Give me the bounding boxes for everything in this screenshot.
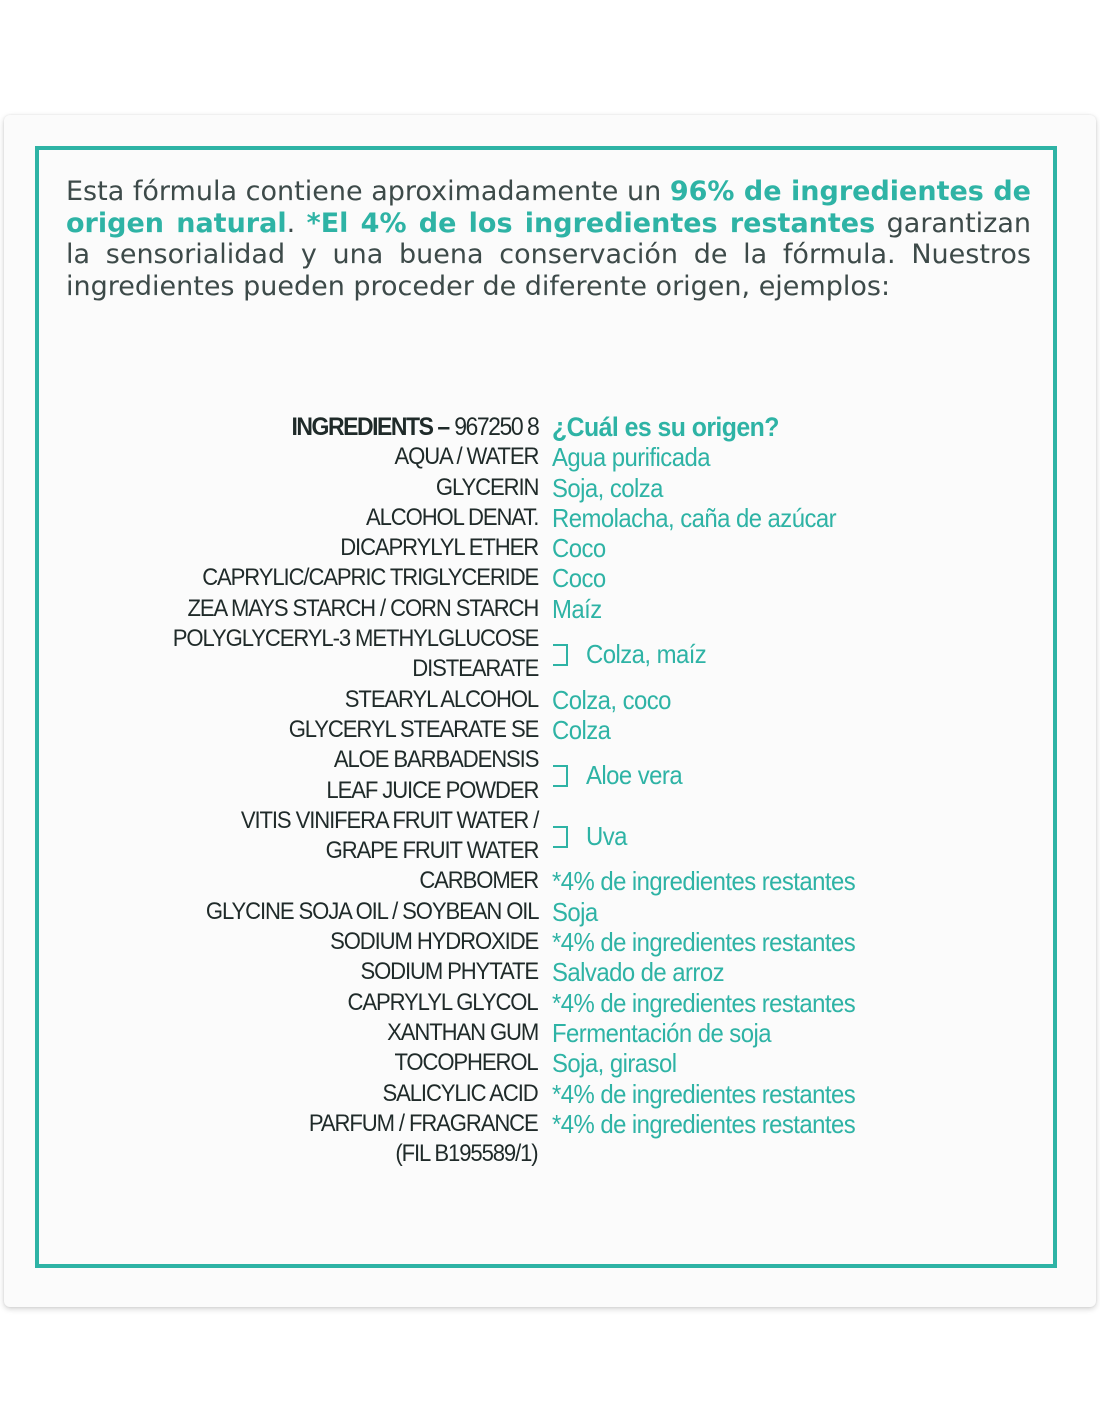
ingredient-origin: Soja [552, 896, 598, 927]
table-row [0, 624, 1100, 685]
intro-highlight-remaining: *El 4% de los ingredientes restantes [306, 207, 876, 239]
ingredient-name [326, 745, 538, 806]
ingredient-name: SALICYLIC ACID [382, 1079, 538, 1107]
ingredient-name: PARFUM / FRAGRANCE [309, 1109, 538, 1137]
ingredient-origin: *4% de ingredientes restantes [552, 1108, 856, 1139]
bracket-icon [553, 826, 568, 848]
formula-code: (FIL B195589/1) [395, 1140, 538, 1168]
ingredient-origin: *4% de ingredientes restantes [552, 927, 856, 958]
ingredient-name: CAPRYLYL GLYCOL [347, 988, 538, 1016]
ingredient-origin: Soja, girasol [552, 1048, 677, 1079]
bracket-icon [553, 644, 568, 666]
header-origin: ¿Cuál es su origen? [552, 412, 779, 442]
ingredient-origin: Colza, maíz [586, 639, 707, 670]
ingredient-name: GLYCINE SOJA OIL / SOYBEAN OIL [205, 897, 538, 925]
header-code: 967250 8 [453, 413, 538, 441]
ingredient-origin: Coco [552, 533, 606, 564]
intro-text-2: . [286, 207, 307, 239]
intro-paragraph [66, 176, 1031, 302]
table-header [0, 412, 1100, 442]
ingredient-origin: *4% de ingredientes restantes [552, 866, 856, 897]
ingredient-origin: Fermentación de soja [552, 1017, 771, 1048]
ingredient-name: XANTHAN GUM [386, 1018, 538, 1046]
ingredient-line-2: DISTEARATE [412, 655, 538, 683]
ingredient-name: AQUA / WATER [394, 443, 538, 471]
ingredient-origin: Maíz [552, 593, 602, 624]
table-row [0, 1079, 1100, 1109]
ingredient-line-2: GRAPE FRUIT WATER [325, 837, 538, 865]
table-row [0, 1109, 1100, 1139]
table-row [0, 533, 1100, 563]
ingredient-name [173, 624, 538, 685]
ingredient-name: ZEA MAYS STARCH / CORN STARCH [187, 594, 538, 622]
ingredient-origin: Uva [586, 820, 627, 851]
ingredient-name: STEARYL ALCOHOL [344, 685, 538, 713]
ingredient-origin: Remolacha, caña de azúcar [552, 502, 837, 533]
ingredient-name: TOCOPHEROL [394, 1049, 538, 1077]
ingredient-name: CAPRYLIC/CAPRIC TRIGLYCERIDE [202, 564, 538, 592]
ingredient-name: SODIUM HYDROXIDE [329, 928, 538, 956]
table-row [0, 1018, 1100, 1048]
table-footer [0, 1139, 1100, 1169]
table-row [0, 442, 1100, 472]
table-row [0, 473, 1100, 503]
ingredient-line-1: ALOE BARBADENSIS [333, 746, 538, 774]
ingredient-origin: Salvado de arroz [552, 957, 725, 988]
ingredient-origin: Colza [552, 714, 611, 745]
ingredient-name: SODIUM PHYTATE [360, 958, 538, 986]
table-row [0, 927, 1100, 957]
table-row [0, 957, 1100, 987]
intro-text-1: Esta fórmula contiene aproximadamente un [66, 176, 670, 207]
ingredient-name: ALCOHOL DENAT. [365, 503, 538, 531]
ingredient-origin: Aloe vera [586, 760, 683, 791]
ingredient-origin: Colza, coco [552, 684, 671, 715]
ingredient-line-1: POLYGLYCERYL-3 METHYLGLUCOSE [172, 625, 538, 653]
table-row [0, 988, 1100, 1018]
header-label: INGREDIENTS – [291, 413, 449, 441]
ingredient-line-1: VITIS VINIFERA FRUIT WATER / [240, 806, 538, 834]
table-row [0, 685, 1100, 715]
table-row [0, 745, 1100, 806]
bracket-icon [553, 765, 568, 787]
table-row [0, 594, 1100, 624]
ingredients-table [0, 412, 1100, 1169]
ingredient-line-2: LEAF JUICE POWDER [326, 776, 538, 804]
table-row [0, 1048, 1100, 1078]
table-row [0, 897, 1100, 927]
ingredient-origin: Soja, colza [552, 472, 663, 503]
intro-text-3: garantizan la sensorialidad y una buena conservación de la fórmula. Nuestros ingredientes pueden proceder de diferente origen, ejemplos: [66, 207, 1031, 302]
ingredient-name: GLYCERYL STEARATE SE [288, 715, 538, 743]
ingredient-origin: *4% de ingredientes restantes [552, 987, 856, 1018]
ingredient-name: CARBOMER [419, 867, 538, 895]
table-row [0, 563, 1100, 593]
ingredient-origin: Agua purificada [552, 442, 710, 473]
ingredient-name: DICAPRYLYL ETHER [340, 534, 538, 562]
table-row [0, 806, 1100, 867]
ingredient-name: GLYCERIN [435, 473, 538, 501]
table-row [0, 503, 1100, 533]
ingredient-origin: Coco [552, 563, 606, 594]
table-row [0, 715, 1100, 745]
ingredient-name [241, 806, 538, 867]
intro-highlight-natural: 96% de ingredientes de origen natural [66, 176, 1031, 239]
table-row [0, 866, 1100, 896]
header-ingredients [291, 412, 538, 442]
ingredient-origin: *4% de ingredientes restantes [552, 1078, 856, 1109]
